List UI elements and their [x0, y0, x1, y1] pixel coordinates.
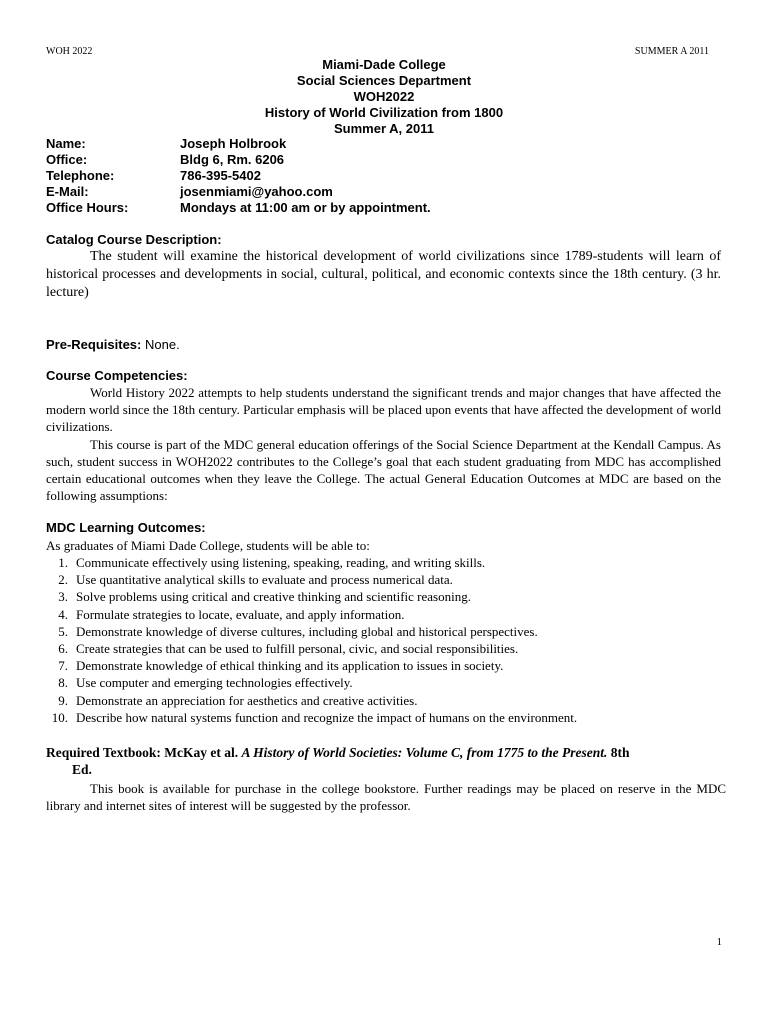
textbook-title: A History of World Societies: Volume C, from 1775 to the Present.	[241, 745, 608, 760]
list-item	[46, 571, 577, 588]
info-row-email	[46, 184, 431, 200]
info-label: Name:	[46, 136, 86, 151]
list-number: 6.	[58, 641, 68, 657]
list-text: Create strategies that can be used to fulfill personal, civic, and social responsibilities.	[76, 641, 519, 657]
info-row-office	[46, 152, 431, 168]
textbook-section	[46, 744, 726, 814]
list-number: 8.	[58, 675, 68, 691]
list-item	[46, 657, 577, 674]
list-text: Demonstrate knowledge of ethical thinking and its application to issues in society.	[76, 658, 504, 674]
outcomes-heading: MDC Learning Outcomes:	[46, 520, 206, 535]
list-number: 2.	[58, 572, 68, 588]
prerequisites-value: None.	[145, 337, 180, 352]
competencies-heading: Course Competencies:	[46, 368, 188, 383]
info-row-name	[46, 136, 431, 152]
course-title: History of World Civilization from 1800	[264, 105, 504, 120]
page-number: 1	[716, 936, 722, 948]
list-text: Describe how natural systems function and recognize the impact of humans on the environment.	[76, 709, 578, 725]
textbook-label: Required Textbook:	[46, 745, 161, 760]
list-item	[46, 623, 577, 640]
list-item	[46, 606, 577, 623]
list-text: Demonstrate knowledge of diverse cultures, including global and historical perspectives.	[76, 623, 538, 639]
info-value: Bldg 6, Rm. 6206	[180, 152, 285, 167]
info-label: Telephone:	[46, 168, 115, 183]
list-number: 4.	[58, 606, 68, 622]
list-text: Demonstrate an appreciation for aesthetics and creative activities.	[76, 692, 418, 708]
list-number: 3.	[58, 589, 68, 605]
list-text: Use computer and emerging technologies effectively.	[76, 675, 353, 691]
list-number: 1.	[58, 555, 68, 570]
textbook-note: This book is available for purchase in the college bookstore. Further readings may be placed on reserve in the MDC library and internet sites of interest will be suggested by the professor.	[46, 781, 726, 813]
catalog-description: The student will examine the historical development of world civilizations since 1789-students will learn of historical processes and developments in social, cultural, political, and economic contexts since the 18th century. (3 hr. lecture)	[46, 249, 721, 300]
info-row-office-hours	[46, 200, 431, 216]
list-text: Communicate effectively using listening, speaking, reading, and writing skills.	[76, 555, 486, 570]
outcomes-list	[46, 554, 577, 726]
catalog-heading: Catalog Course Description:	[46, 232, 222, 247]
textbook-edition: 8th	[610, 745, 630, 760]
list-item	[46, 640, 577, 657]
list-text: Use quantitative analytical skills to evaluate and process numerical data.	[76, 572, 453, 588]
info-label: E-Mail:	[46, 184, 89, 199]
list-item	[46, 674, 577, 691]
list-number: 10.	[51, 709, 68, 725]
outcomes-intro: As graduates of Miami Dade College, students will be able to:	[46, 538, 370, 553]
textbook-citation	[46, 744, 726, 761]
info-label: Office:	[46, 152, 88, 167]
running-header-right: SUMMER A 2011	[634, 46, 709, 57]
info-value: Mondays at 11:00 am or by appointment.	[180, 200, 431, 215]
textbook-edition-cont	[46, 761, 726, 778]
info-row-telephone	[46, 168, 431, 184]
list-item	[46, 692, 577, 709]
document-title-block	[0, 57, 768, 137]
department-name: Social Sciences Department	[296, 73, 472, 88]
prerequisites-label: Pre-Requisites:	[46, 337, 142, 352]
prerequisites	[46, 337, 180, 352]
list-number: 7.	[58, 658, 68, 674]
instructor-info	[46, 136, 431, 216]
competencies-paragraph-1: World History 2022 attempts to help students understand the significant trends and major changes that have affected the modern world since the 18th century. Particular emphasis will be placed upon events that have affected the development of world civilizations.	[46, 385, 721, 434]
term: Summer A, 2011	[334, 121, 434, 136]
info-value: Joseph Holbrook	[180, 136, 287, 151]
textbook-edition-suffix: Ed.	[72, 762, 92, 777]
college-name: Miami-Dade College	[322, 57, 446, 72]
list-text: Formulate strategies to locate, evaluate, and apply information.	[76, 606, 405, 622]
list-number: 9.	[58, 692, 68, 708]
list-number: 5.	[58, 623, 68, 639]
list-text: Solve problems using critical and creative thinking and scientific reasoning.	[76, 589, 471, 605]
textbook-author: McKay et al.	[164, 745, 239, 760]
list-item	[46, 554, 577, 571]
running-header-left: WOH 2022	[46, 46, 93, 57]
list-item	[46, 588, 577, 605]
info-value: 786-395-5402	[180, 168, 261, 183]
course-code: WOH2022	[353, 89, 415, 104]
info-label: Office Hours:	[46, 200, 129, 215]
list-item	[46, 709, 577, 726]
info-value: josenmiami@yahoo.com	[180, 184, 333, 199]
competencies-paragraph-2: This course is part of the MDC general education offerings of the Social Science Department at the Kendall Campus. As such, student success in WOH2022 contributes to the College’s goal that each student graduating from MDC has accomplished certain educational outcomes when they leave the College. The actual General Education Outcomes at MDC are based on the following assumptions:	[46, 437, 721, 503]
